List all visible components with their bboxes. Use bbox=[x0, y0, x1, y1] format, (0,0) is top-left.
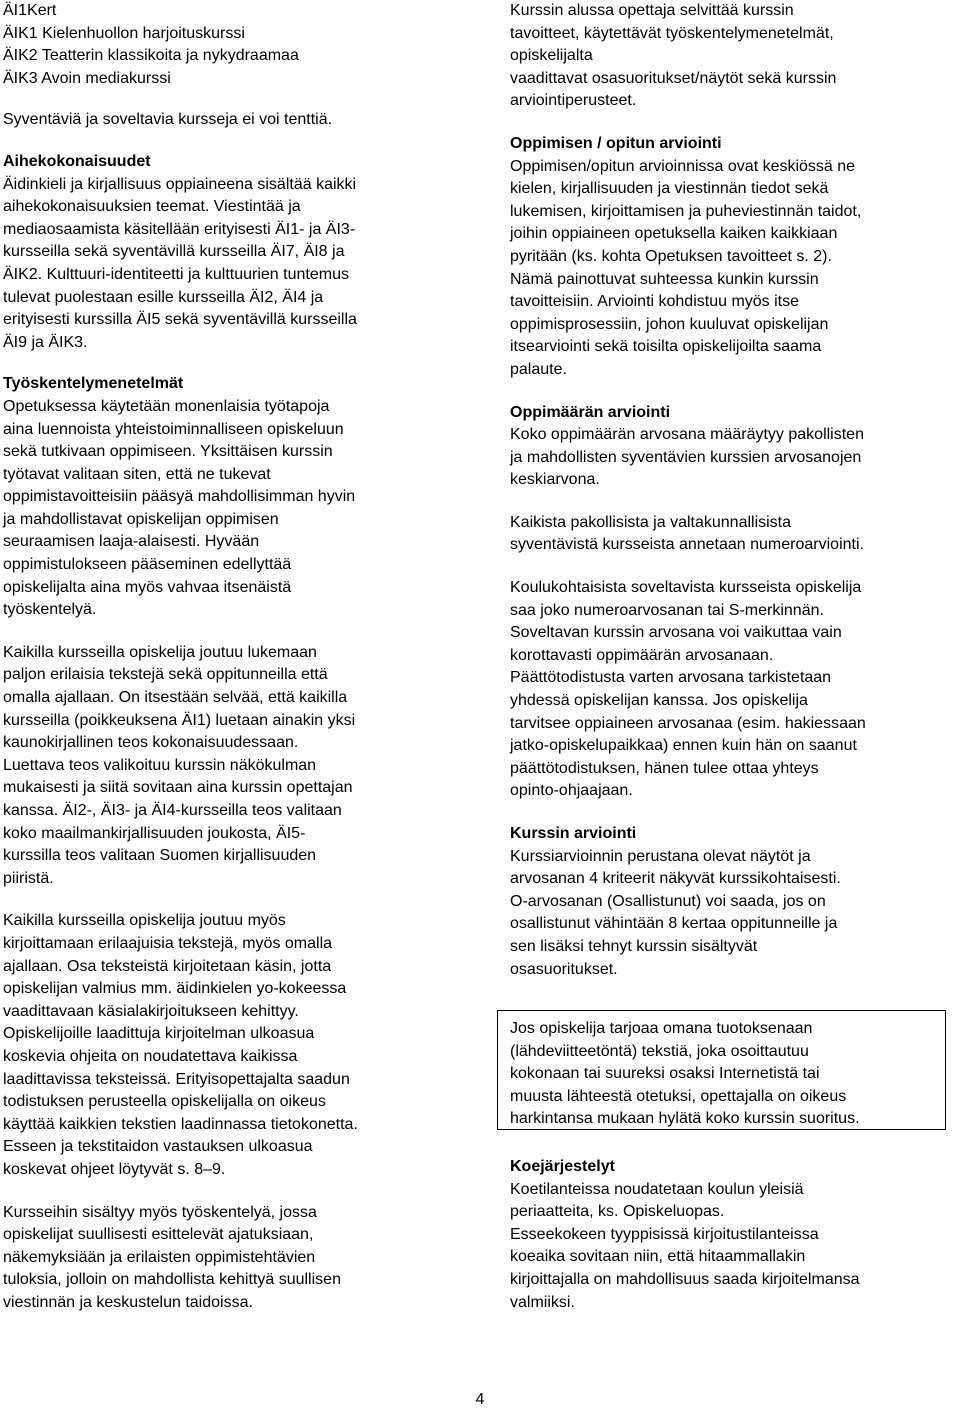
text-line: ÄI9 ja ÄIK3. bbox=[3, 333, 88, 351]
course-list-item: ÄIK3 Avoin mediakurssi bbox=[3, 69, 171, 87]
text-line: paljon erilaisia tekstejä sekä oppitunneilla että bbox=[3, 666, 328, 684]
text-line: koeaika sovitaan niin, että hitaammallakin bbox=[510, 1248, 806, 1266]
text-line: kielen, kirjallisuuden ja viestinnän tiedot sekä bbox=[510, 180, 829, 198]
text-line: Luettava teos valikoituu kurssin näkökulman bbox=[3, 756, 317, 774]
text-line: korottavasti oppimäärän arvosanaan. bbox=[510, 646, 774, 664]
themes-section bbox=[3, 151, 465, 354]
text-line: Opetuksessa käytetään monenlaisia työtapoja bbox=[3, 397, 330, 415]
text-line: tavoitteisiin. Arviointi kohdistuu myös itse bbox=[510, 293, 800, 311]
course-list-item: ÄI1Kert bbox=[3, 2, 57, 19]
text-line: saa joko numeroarvosanan tai S-merkinnän. bbox=[510, 601, 824, 619]
text-line: Kurssin alussa opettaja selvittää kurssin bbox=[510, 2, 794, 19]
text-line: tulevat puolestaan esille kursseilla ÄI2, ÄI4 ja bbox=[3, 288, 324, 306]
text-line: ajallaan. Osa teksteistä kirjoitetaan käsin, jotta bbox=[3, 957, 332, 975]
methods-section bbox=[3, 373, 465, 622]
text-line: Koko oppimäärän arvosana määräytyy pakollisten bbox=[510, 426, 864, 444]
text-line: Esseen ja tekstitaidon vastauksen ulkoasua bbox=[3, 1138, 313, 1156]
text-line: osallistunut vähintään 8 kertaa oppitunneille ja bbox=[510, 915, 838, 933]
exam-note: Syventäviä ja soveltavia kursseja ei voi tenttiä. bbox=[3, 111, 333, 129]
text-line: Kursseihin sisältyy myös työskentelyä, jossa bbox=[3, 1203, 317, 1221]
course-list-item: ÄIK2 Teatterin klassikoita ja nykydraamaa bbox=[3, 47, 299, 65]
methods-paragraph bbox=[3, 396, 465, 622]
text-line: opinto-ohjaajaan. bbox=[510, 782, 633, 800]
speaking-paragraph bbox=[3, 1202, 465, 1315]
text-line: Nämä painottuvat suhteessa kunkin kurssin bbox=[510, 270, 819, 288]
text-line: päättötodistuksen, hänen tulee ottaa yhteys bbox=[510, 759, 819, 777]
text-line: harkintansa mukaan hylätä koko kurssin suoritus. bbox=[510, 1110, 860, 1128]
text-line: opiskelijalta bbox=[510, 47, 593, 65]
text-line: oppimisprosessiin, johon kuuluvat opiskelijan bbox=[510, 315, 829, 333]
text-line: laadittavissa teksteissä. Erityisopettajalta saadun bbox=[3, 1070, 350, 1088]
text-line: kirjoittamaan erilaajuisia tekstejä, myös omalla bbox=[3, 934, 333, 952]
text-line: Päättötodistusta varten arvosana tarkistetaan bbox=[510, 669, 832, 687]
methods-heading: Työskentelymenetelmät bbox=[3, 375, 184, 393]
text-line: ÄIK2. Kulttuuri-identiteetti ja kulttuurien tuntemus bbox=[3, 265, 349, 283]
learning-assessment-heading: Oppimisen / opitun arviointi bbox=[510, 134, 722, 152]
text-line: oppimistulokseen pääseminen edellyttää bbox=[3, 556, 292, 574]
text-line: omalla ajallaan. On itsestään selvää, että kaikilla bbox=[3, 689, 348, 707]
text-line: pyritään (ks. kohta Opetuksen tavoitteet s. 2). bbox=[510, 247, 832, 265]
text-line: itsearviointi sekä toisilta opiskelijoilta saama bbox=[510, 338, 822, 356]
text-line: oppimistavoitteisiin pääsyä mahdollisimman hyvin bbox=[3, 488, 356, 506]
course-assessment-heading: Kurssin arviointi bbox=[510, 825, 637, 842]
text-line: jatko-opiskelupaikkaa) ennen kuin hän on saanut bbox=[510, 737, 857, 755]
text-line: tuloksia, jolloin on mahdollista kehittyä suullisen bbox=[3, 1271, 341, 1289]
text-line: kursseilla (poikkeuksena ÄI1) luetaan ainakin yksi bbox=[3, 711, 356, 729]
text-line: mukaisesti ja siitä sovitaan aina kurssin opettajan bbox=[3, 779, 353, 797]
text-line: osasuoritukset. bbox=[510, 960, 618, 978]
text-line: sekä tutkivaan oppimiseen. Yksittäisen kurssin bbox=[3, 443, 333, 461]
text-line: sen lisäksi tehnyt kurssin sisältyvät bbox=[510, 937, 758, 955]
text-line: seuraamisen laaja-alaisesti. Hyvään bbox=[3, 533, 260, 551]
reading-paragraph bbox=[3, 642, 465, 891]
numeric-assessment-paragraph bbox=[510, 512, 950, 557]
text-line: aihekokonaisuuksien teemat. Viestintää ja bbox=[3, 198, 301, 216]
text-line: työtavat valitaan siten, että ne tukevat bbox=[3, 465, 271, 483]
syllabus-assessment-section bbox=[510, 402, 950, 492]
text-line: Jos opiskelija tarjoaa omana tuotoksenaan bbox=[510, 1020, 813, 1037]
text-line: kaunokirjallinen teos kokonaisuudessaan. bbox=[3, 734, 299, 752]
plagiarism-notice-box bbox=[497, 1010, 946, 1130]
course-assessment-section bbox=[510, 823, 950, 981]
text-line: näkemyksiään ja erilaisten oppimistehtävien bbox=[3, 1248, 316, 1266]
text-line: ja mahdollistavat opiskelijan oppimisen bbox=[3, 510, 279, 528]
left-column bbox=[3, 0, 465, 1314]
text-line: aina luennoista yhteistoiminnalliseen opiskeluun bbox=[3, 420, 344, 438]
text-line: koko maailmankirjallisuuden joukosta, ÄI5- bbox=[3, 824, 306, 842]
course-list bbox=[3, 0, 465, 90]
intro-paragraph bbox=[510, 0, 950, 113]
text-line: vaadittavaan käsialakirjoitukseen kehittyy. bbox=[3, 1002, 299, 1020]
text-line: opiskelijat suullisesti esittelevät ajatuksiaan, bbox=[3, 1226, 314, 1244]
text-line: Opiskelijoille laadittuja kirjoitelman ulkoasua bbox=[3, 1025, 315, 1043]
text-line: Kaikilla kursseilla opiskelija joutuu lukemaan bbox=[3, 643, 317, 661]
text-line: mediaosaamista käsitellään erityisesti ÄI1- ja ÄI3- bbox=[3, 220, 356, 238]
text-line: arviointiperusteet. bbox=[510, 92, 637, 110]
text-line: keskiarvona. bbox=[510, 471, 600, 489]
text-line: tavoitteet, käytettävät työskentelymenetelmät, bbox=[510, 24, 834, 42]
text-line: koskevat ohjeet löytyvät s. 8–9. bbox=[3, 1160, 226, 1178]
text-line: joihin oppiaineen opetuksella kaiken kaikkiaan bbox=[510, 225, 838, 243]
text-line: Kaikilla kursseilla opiskelija joutuu myös bbox=[3, 912, 286, 930]
learning-assessment-section bbox=[510, 133, 950, 382]
text-line: opiskelijan valmius mm. äidinkielen yo-kokeessa bbox=[3, 980, 347, 998]
text-line: Esseekokeen tyyppisissä kirjoitustilanteissa bbox=[510, 1225, 819, 1243]
writing-paragraph bbox=[3, 910, 465, 1181]
exam-arrangements-heading: Koejärjestelyt bbox=[510, 1158, 615, 1175]
text-line: kurssilla teos valitaan Suomen kirjallisuuden bbox=[3, 847, 317, 865]
text-line: periaatteita, ks. Opiskeluopas. bbox=[510, 1203, 725, 1221]
right-column bbox=[510, 0, 950, 981]
text-line: lukemisen, kirjoittamisen ja puheviestinnän taidot, bbox=[510, 202, 862, 220]
text-line: todistuksen perusteella opiskelijalla on oikeus bbox=[3, 1093, 326, 1111]
text-line: yhdessä opiskelijan kanssa. Jos opiskelija bbox=[510, 692, 808, 710]
text-line: arvosanan 4 kriteerit näkyvät kurssikohtaisesti. bbox=[510, 870, 841, 888]
text-line: erityisesti kurssilla ÄI5 sekä syventävillä kursseilla bbox=[3, 311, 357, 329]
text-line: ja mahdollisten syventävien kurssien arvosanojen bbox=[510, 448, 862, 466]
text-line: kursseilla sekä syventävillä kursseilla ÄI7, ÄI8 ja bbox=[3, 243, 345, 261]
text-line: Kurssiarvioinnin perustana olevat näytöt ja bbox=[510, 847, 811, 865]
text-line: palaute. bbox=[510, 360, 567, 378]
exam-arrangements-section bbox=[510, 1156, 950, 1314]
text-line: piiristä. bbox=[3, 869, 54, 887]
text-line: Koetilanteissa noudatetaan koulun yleisiä bbox=[510, 1180, 804, 1198]
text-line: Soveltavan kurssin arvosana voi vaikuttaa vain bbox=[510, 624, 842, 642]
text-line: Oppimisen/opitun arvioinnissa ovat keskiössä ne bbox=[510, 157, 856, 175]
themes-heading: Aihekokonaisuudet bbox=[3, 152, 151, 170]
text-line: tarvitsee oppiaineen arvosanaa (esim. hakiessaan bbox=[510, 714, 866, 732]
text-line: kokonaan tai suureksi osaksi Internetistä tai bbox=[510, 1065, 820, 1083]
text-line: Kaikista pakollisista ja valtakunnallisista bbox=[510, 513, 792, 531]
text-line: kirjoittajalla on mahdollisuus saada kirjoitelmansa bbox=[510, 1270, 860, 1288]
text-line: syventävistä kursseista annetaan numeroarviointi. bbox=[510, 536, 864, 554]
themes-paragraph bbox=[3, 174, 465, 355]
text-line: kanssa. ÄI2-, ÄI3- ja ÄI4-kursseilla teos valitaan bbox=[3, 802, 342, 819]
course-list-item: ÄIK1 Kielenhuollon harjoituskurssi bbox=[3, 24, 245, 42]
text-line: O-arvosanan (Osallistunut) voi saada, jos on bbox=[510, 892, 826, 910]
text-line: opiskelijalta aina myös vahvaa itsenäistä bbox=[3, 578, 292, 596]
text-line: koskevia ohjeita on noudatettava kaikissa bbox=[3, 1047, 298, 1065]
text-line: muusta lähteestä otetuksi, opettajalla on oikeus bbox=[510, 1087, 847, 1105]
text-line: vaadittavat osasuoritukset/näytöt sekä kurssin bbox=[510, 69, 837, 87]
school-courses-paragraph bbox=[510, 577, 950, 803]
text-line: (lähdeviitteetöntä) tekstiä, joka osoittautuu bbox=[510, 1042, 809, 1060]
text-line: työskentelyä. bbox=[3, 601, 97, 619]
text-line: käyttää kaikkien tekstien laadinnassa tietokonetta. bbox=[3, 1115, 358, 1133]
text-line: viestinnän ja keskustelun taidoissa. bbox=[3, 1293, 253, 1311]
page-number: 4 bbox=[475, 1391, 485, 1408]
text-line: Äidinkieli ja kirjallisuus oppiaineena sisältää kaikki bbox=[3, 175, 357, 193]
syllabus-assessment-heading: Oppimäärän arviointi bbox=[510, 403, 671, 421]
text-line: Koulukohtaisista soveltavista kursseista opiskelija bbox=[510, 579, 862, 597]
text-line: valmiiksi. bbox=[510, 1293, 575, 1311]
